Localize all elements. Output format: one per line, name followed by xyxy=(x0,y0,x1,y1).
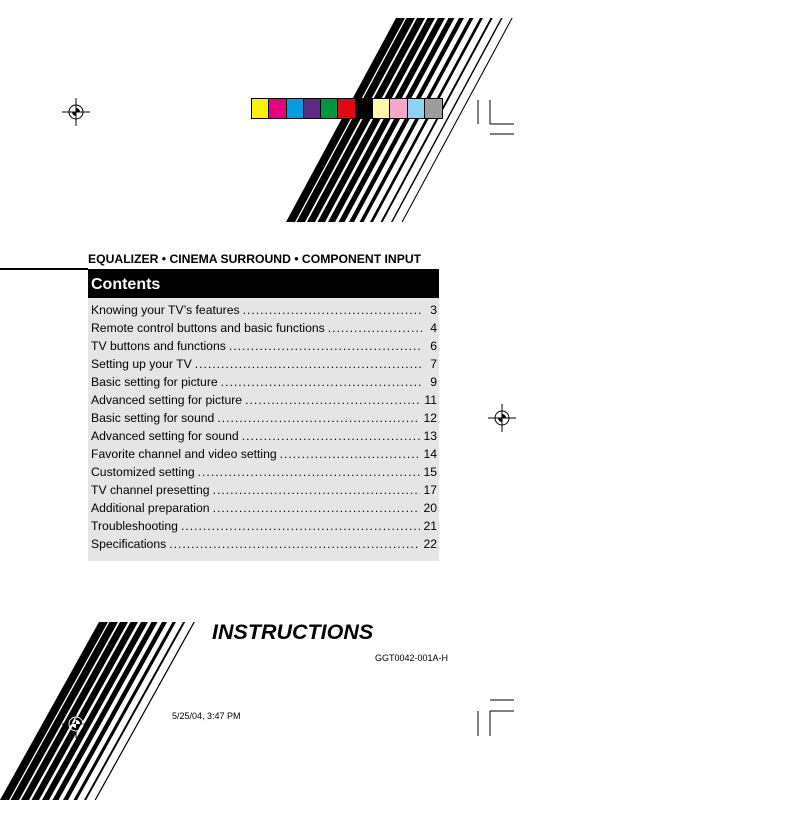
color-swatch xyxy=(425,99,442,118)
side-rule xyxy=(0,268,88,270)
toc-entry xyxy=(91,301,437,319)
toc-entry-title: Advanced setting for picture xyxy=(91,393,243,407)
color-swatch xyxy=(373,99,390,118)
toc-entry xyxy=(91,463,437,481)
color-swatch xyxy=(408,99,425,118)
diagonal-stripe xyxy=(63,622,167,800)
registration-mark-icon xyxy=(488,404,516,432)
toc-leader-dots xyxy=(213,499,421,517)
toc-entry-page: 9 xyxy=(430,375,437,389)
toc-entry-page: 7 xyxy=(430,357,437,371)
toc-entry-title: Setting up your TV xyxy=(91,357,192,371)
toc-entry-page: 21 xyxy=(423,519,437,533)
toc-entry-title: Basic setting for picture xyxy=(91,375,218,389)
table-of-contents xyxy=(88,298,439,561)
toc-entry-title: Knowing your TV’s features xyxy=(91,303,240,317)
diagonal-stripe xyxy=(11,622,119,800)
bottom-diagonal-stripes xyxy=(0,622,195,800)
toc-entry xyxy=(91,337,437,355)
toc-entry xyxy=(91,319,437,337)
toc-entry xyxy=(91,481,437,499)
crop-mark-bottom xyxy=(478,700,514,736)
toc-leader-dots xyxy=(195,355,422,373)
toc-entry xyxy=(91,445,437,463)
toc-entry-title: Favorite channel and video setting xyxy=(91,447,277,461)
toc-leader-dots xyxy=(229,337,422,355)
toc-entry-title: Customized setting xyxy=(91,465,195,479)
toc-entry xyxy=(91,409,437,427)
toc-leader-dots xyxy=(242,427,421,445)
color-swatch xyxy=(356,99,373,118)
contents-title: Contents xyxy=(88,269,439,298)
toc-entry-title: Specifications xyxy=(91,537,167,551)
document-code: GGT0042-001A-H xyxy=(375,653,449,663)
toc-entry-page: 17 xyxy=(423,483,437,497)
toc-entry-title: TV channel presetting xyxy=(91,483,210,497)
toc-entry-title: Basic setting for sound xyxy=(91,411,215,425)
toc-entry-page: 15 xyxy=(423,465,437,479)
toc-entry-page: 14 xyxy=(423,447,437,461)
feature-headline: EQUALIZER • CINEMA SURROUND • COMPONENT INPUT xyxy=(88,252,422,266)
toc-leader-dots xyxy=(213,481,421,499)
toc-leader-dots xyxy=(280,445,421,463)
toc-leader-dots xyxy=(169,535,420,553)
toc-entry xyxy=(91,355,437,373)
toc-entry-title: Advanced setting for sound xyxy=(91,429,239,443)
toc-entry-page: 4 xyxy=(430,321,437,335)
color-swatch xyxy=(338,99,355,118)
diagonal-stripe xyxy=(21,622,128,800)
color-swatch xyxy=(287,99,304,118)
instructions-title: INSTRUCTIONS xyxy=(212,620,374,644)
toc-entry-title: Remote control buttons and basic functions xyxy=(91,321,325,335)
toc-entry-title: Troubleshooting xyxy=(91,519,178,533)
toc-entry-page: 12 xyxy=(423,411,437,425)
toc-entry-page: 3 xyxy=(430,303,437,317)
toc-leader-dots xyxy=(221,373,422,391)
toc-entry-title: TV buttons and functions xyxy=(91,339,226,353)
toc-entry xyxy=(91,535,437,553)
toc-leader-dots xyxy=(245,391,421,409)
toc-entry xyxy=(91,517,437,535)
toc-entry-page: 11 xyxy=(424,393,437,407)
toc-entry-page: 20 xyxy=(423,501,437,515)
toc-entry-page: 13 xyxy=(423,429,437,443)
toc-entry-page: 6 xyxy=(430,339,437,353)
toc-leader-dots xyxy=(198,463,421,481)
registration-mark-icon xyxy=(62,98,90,126)
toc-entry-page: 22 xyxy=(423,537,437,551)
color-swatch xyxy=(252,99,269,118)
top-diagonal-stripes xyxy=(286,18,513,222)
color-calibration-bar xyxy=(251,98,443,119)
crop-mark-top xyxy=(478,100,514,134)
toc-entry-title: Additional preparation xyxy=(91,501,210,515)
color-swatch xyxy=(390,99,407,118)
toc-leader-dots xyxy=(181,517,420,535)
color-swatch xyxy=(321,99,338,118)
toc-leader-dots xyxy=(243,301,422,319)
toc-leader-dots xyxy=(217,409,420,427)
toc-entry xyxy=(91,373,437,391)
print-timestamp: 5/25/04, 3:47 PM xyxy=(172,711,241,721)
toc-entry xyxy=(91,499,437,517)
color-swatch xyxy=(304,99,321,118)
toc-entry xyxy=(91,391,437,409)
toc-leader-dots xyxy=(328,319,422,337)
color-swatch xyxy=(269,99,286,118)
toc-entry xyxy=(91,427,437,445)
